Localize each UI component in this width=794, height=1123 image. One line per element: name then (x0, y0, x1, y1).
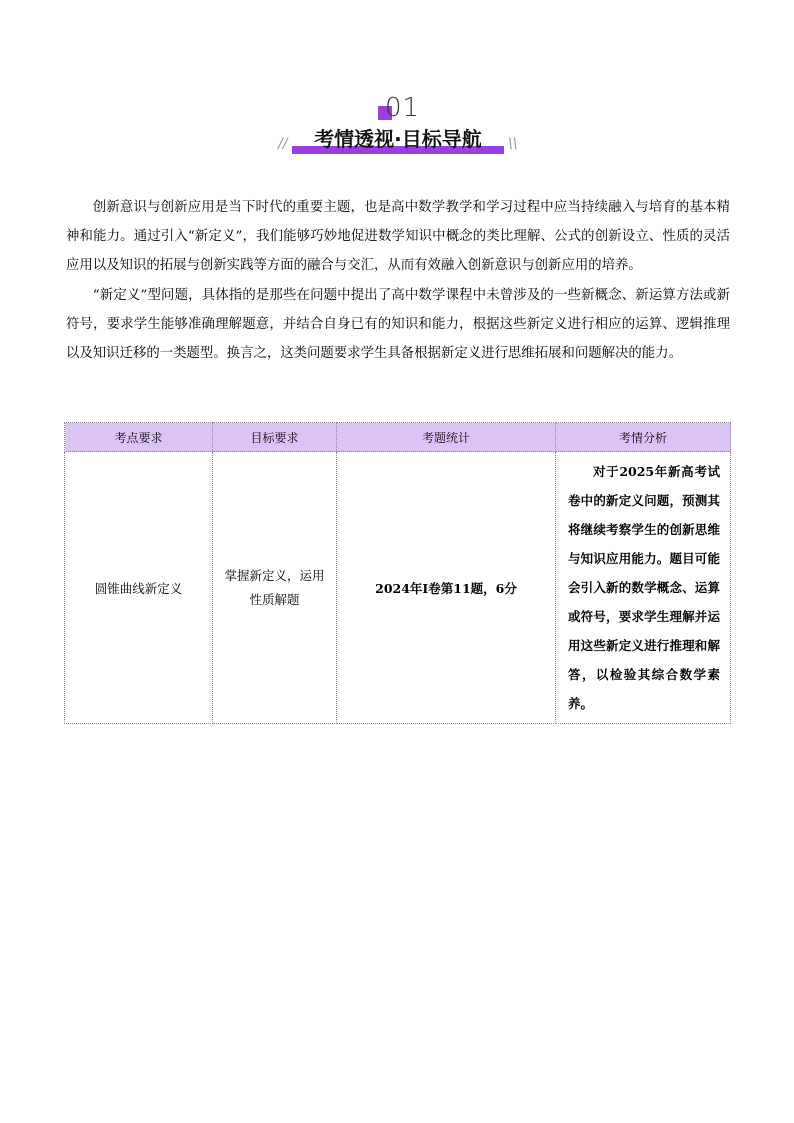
section-title: 考情透视·目标导航 (314, 127, 482, 151)
slash-decoration-left: // (278, 136, 288, 152)
cell-analysis: 对于2025年新高考试卷中的新定义问题，预测其将继续考察学生的创新思维与知识应用能力。题目可能会引入新的数学概念、运算或符号，要求学生理解并运用这些新定义进行推理和解答，以检验其综合数学素养。 (556, 452, 731, 724)
header-analysis: 考情分析 (556, 423, 731, 452)
section-number: 01 (385, 93, 421, 123)
table-row (65, 452, 731, 724)
cell-goal: 掌握新定义，运用性质解题 (213, 452, 337, 724)
paragraph: 创新意识与创新应用是当下时代的重要主题，也是高中数学教学和学习过程中应当持续融入与培育的基本精神和能力。通过引入“新定义”，我们能够巧妙地促进数学知识中概念的类比理解、公式的创新设立、性质的灵活应用以及知识的拓展与创新实践等方面的融合与交汇，从而有效融入创新意识与创新应用的培养。 (66, 200, 730, 274)
paragraph: “新定义”型问题，具体指的是那些在问题中提出了高中数学课程中未曾涉及的一些新概念、新运算方法或新符号，要求学生能够准确理解题意，并结合自身已有的知识和能力，根据这些新定义进行相应的运算、逻辑推理以及知识迁移的一类题型。换言之，这类问题要求学生具备根据新定义进行思维拓展和问题解决的能力。 (66, 287, 730, 362)
cell-point: 圆锥曲线新定义 (65, 452, 213, 724)
section-header (0, 92, 794, 162)
header-stats: 考题统计 (337, 423, 556, 452)
header-goal: 目标要求 (213, 423, 337, 452)
intro-text (66, 193, 730, 368)
table-header-row (65, 423, 731, 452)
slash-decoration-right: \\ (508, 136, 518, 152)
cell-stats: 2024年I卷第11题，6分 (337, 452, 556, 724)
exam-analysis-table (64, 422, 730, 724)
header-point: 考点要求 (65, 423, 213, 452)
